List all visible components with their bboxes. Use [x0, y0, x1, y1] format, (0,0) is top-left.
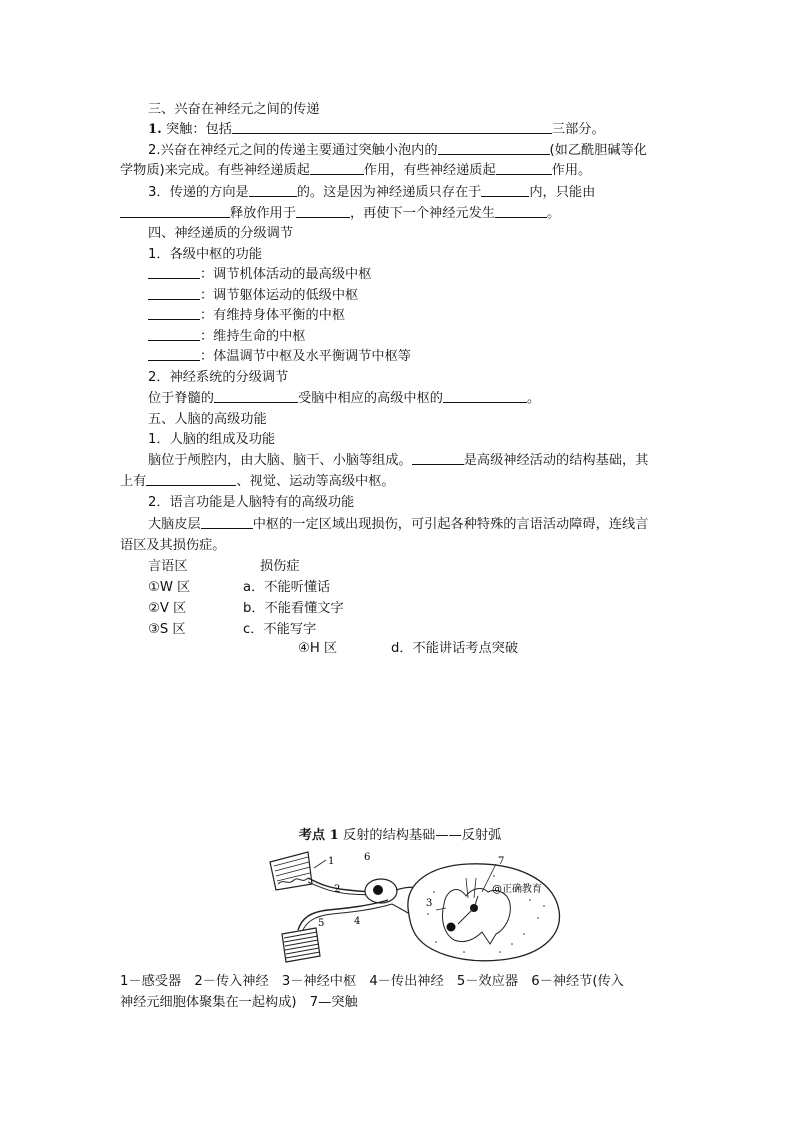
- question-line: [148, 451, 708, 471]
- question-text: 语区及其损伤症。: [120, 538, 226, 553]
- question-text: 中枢的一定区域出现损伤，可引起各种特殊的言语活动障碍，连线言: [252, 517, 649, 532]
- column-heading: 损伤症: [260, 559, 300, 574]
- question-line: [120, 472, 680, 492]
- title-text: 反射的结构基础——反射弧: [343, 828, 502, 843]
- question-text: 位于脊髓的: [148, 391, 214, 406]
- question-text: 释放作用于: [230, 206, 296, 221]
- blank: [443, 389, 527, 403]
- column-heading: 言语区: [148, 559, 188, 574]
- speech-area: ①W 区: [148, 580, 191, 595]
- section-heading: 四、神经递质的分级调节: [148, 226, 294, 241]
- subheading: 2．语言功能是人脑特有的高级功能: [148, 495, 355, 510]
- question-text: (如乙酰胆碱等化: [549, 143, 647, 158]
- question-text: 2.兴奋在神经元之间的传递主要通过突触小泡内的: [148, 143, 438, 158]
- question-text: 3．传递的方向是: [148, 185, 249, 200]
- question-line: [120, 161, 680, 181]
- effector-muscle: [282, 928, 320, 962]
- question-text: 的。这是因为神经递质只存在于: [296, 185, 482, 200]
- blank: [495, 204, 547, 218]
- matching-row: [148, 578, 708, 598]
- label-synapse: 7: [498, 856, 505, 867]
- center-desc: ：有维持身体平衡的中枢: [200, 308, 346, 323]
- figure-caption-line: 神经元细胞体聚集在一起构成) 7—突触: [120, 995, 358, 1010]
- center-desc: ：调节躯体运动的低级中枢: [200, 288, 359, 303]
- center-line: [148, 327, 708, 347]
- question-text: 突触：包括: [165, 122, 232, 137]
- blank: [148, 327, 200, 341]
- question-text: 学物质)来完成。有些神经递质起: [120, 163, 310, 178]
- matching-row: [148, 599, 708, 619]
- title-number: 考点 1: [298, 828, 339, 843]
- efferent-nerve: [298, 900, 388, 930]
- label-efferent: 4: [354, 916, 361, 927]
- item-number: 1.: [148, 122, 162, 137]
- center-line: [148, 306, 708, 326]
- blank: [249, 183, 297, 197]
- question-line: [148, 141, 708, 161]
- question-text: 作用，有些神经递质起: [363, 163, 496, 178]
- question-line: [148, 389, 708, 409]
- speech-area: ②V 区: [148, 601, 187, 616]
- question-text: 受脑中相应的高级中枢的: [297, 391, 443, 406]
- question-text: 、视觉、运动等高级中枢。: [236, 474, 395, 489]
- matching-header: [148, 557, 708, 577]
- spinal-cord: [408, 864, 560, 961]
- blank: [148, 306, 200, 320]
- figure-title: [120, 826, 680, 846]
- question-text: 三部分。: [551, 122, 605, 137]
- blank: [232, 120, 552, 134]
- question-text: 大脑皮层: [148, 517, 201, 532]
- center-line: [148, 347, 708, 367]
- blank: [296, 204, 350, 218]
- label-ganglion: 6: [364, 852, 371, 863]
- matching-row: [148, 620, 708, 640]
- symptom: d．不能讲话考点突破: [391, 641, 519, 656]
- question-text: 是高级神经活动的结构基础，其: [463, 453, 649, 468]
- question-line: [148, 120, 708, 140]
- blank: [496, 161, 552, 175]
- question-text: 。: [547, 206, 561, 221]
- subheading: 1．各级中枢的功能: [148, 247, 262, 262]
- receptor-skin: [270, 852, 312, 890]
- speech-area: ③S 区: [148, 622, 186, 637]
- blank: [148, 265, 200, 279]
- section-heading: 三、兴奋在神经元之间的传递: [148, 102, 320, 117]
- blank: [201, 515, 253, 529]
- label-afferent: 2: [334, 884, 341, 895]
- section-heading: 五、人脑的高级功能: [148, 412, 267, 427]
- reflex-arc-diagram: [268, 848, 568, 966]
- blank: [146, 472, 236, 486]
- figure-caption-line: 1－感受器 2－传入神经 3－神经中枢 4－传出神经 5－效应器 6－神经节(传入: [120, 974, 624, 989]
- blank: [481, 183, 529, 197]
- label-center: 3: [426, 898, 433, 909]
- center-desc: ：维持生命的中枢: [200, 329, 306, 344]
- blank: [310, 161, 364, 175]
- question-line: [148, 515, 708, 535]
- question-text: 作用。: [551, 163, 592, 178]
- label-effector: 5: [318, 918, 325, 929]
- watermark: @正确教育: [492, 884, 542, 895]
- symptom: a．不能听懂话: [243, 580, 331, 595]
- blank: [438, 141, 550, 155]
- label-receptor: 1: [328, 856, 335, 867]
- center-desc: ：调节机体活动的最高级中枢: [200, 267, 372, 282]
- question-text: 内，只能由: [529, 185, 596, 200]
- symptom: b．不能看懂文字: [243, 601, 344, 616]
- question-text: ，再使下一个神经元发生: [349, 206, 495, 221]
- center-line: [148, 265, 708, 285]
- center-desc: ：体温调节中枢及水平衡调节中枢等: [200, 349, 411, 364]
- question-line: [148, 183, 708, 203]
- question-text: 。: [527, 391, 541, 406]
- question-line: [120, 204, 680, 224]
- question-line: [120, 536, 680, 556]
- question-text: 上有: [120, 474, 147, 489]
- question-text: 脑位于颅腔内，由大脑、脑干、小脑等组成。: [148, 453, 412, 468]
- blank: [148, 347, 200, 361]
- symptom: c．不能写字: [243, 622, 317, 637]
- blank: [120, 204, 230, 218]
- speech-area: ④H 区: [298, 641, 338, 656]
- blank: [412, 451, 464, 465]
- matching-row: [298, 639, 598, 659]
- blank: [148, 286, 200, 300]
- subheading: 1．人脑的组成及功能: [148, 432, 276, 447]
- center-line: [148, 286, 708, 306]
- blank: [214, 389, 298, 403]
- ganglion: [365, 879, 397, 903]
- subheading: 2．神经系统的分级调节: [148, 370, 289, 385]
